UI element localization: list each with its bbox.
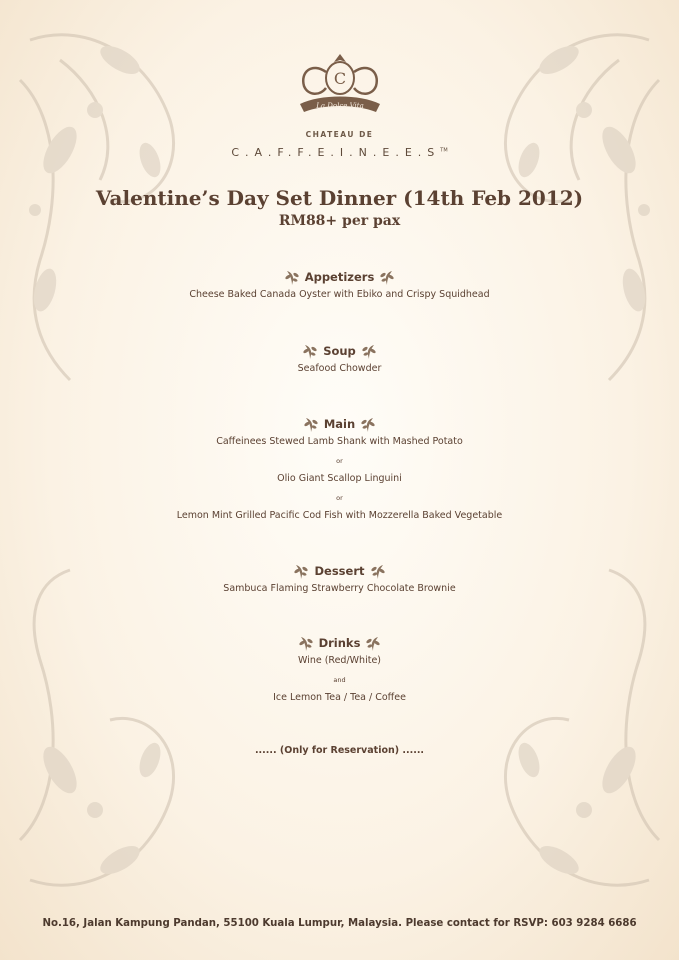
brand-name	[0, 146, 679, 159]
menu-item: Seafood Chowder	[297, 363, 382, 374]
menu-item: Sambuca Flaming Strawberry Chocolate Brownie	[223, 583, 456, 594]
svg-text:C: C	[333, 69, 347, 88]
brand-subtitle: CHATEAU DE	[305, 130, 374, 139]
leaf-sprig-icon	[360, 415, 376, 433]
or-separator: or	[336, 493, 343, 502]
section-main	[0, 415, 679, 526]
menu-item: Caffeinees Stewed Lamb Shank with Mashed Potato	[216, 436, 463, 447]
leaf-sprig-icon	[293, 562, 309, 580]
leaf-sprig-icon	[379, 268, 395, 286]
leaf-sprig-icon	[361, 342, 377, 360]
footer-address: No.16, Jalan Kampung Pandan, 55100 Kuala Lumpur, Malaysia. Please contact for RSVP: 603 9284 6686	[42, 918, 637, 929]
leaf-sprig-icon	[365, 634, 381, 652]
brand-name-text: C.A.F.F.E.I.N.E.E.S	[231, 146, 441, 159]
menu-item: Cheese Baked Canada Oyster with Ebiko and Crispy Squidhead	[189, 289, 490, 300]
floral-ornament-icon	[0, 560, 200, 920]
section-heading: Dessert	[314, 564, 365, 578]
menu-item: Lemon Mint Grilled Pacific Cod Fish with Mozzerella Baked Vegetable	[176, 510, 503, 521]
leaf-sprig-icon	[302, 342, 318, 360]
leaf-sprig-icon	[298, 634, 314, 652]
trademark-mark: TM	[440, 147, 448, 154]
menu-item: Ice Lemon Tea / Tea / Coffee	[273, 692, 406, 703]
section-heading: Main	[323, 417, 356, 431]
section-drinks	[0, 634, 679, 708]
leaf-sprig-icon	[284, 268, 300, 286]
section-heading: Soup	[323, 344, 356, 358]
or-separator: or	[336, 456, 343, 465]
and-separator: and	[333, 675, 346, 684]
svg-text:La Dolce Vita: La Dolce Vita	[316, 102, 364, 110]
section-heading: Appetizers	[304, 270, 375, 284]
price: RM88+ per pax	[278, 213, 401, 229]
section-appetizers	[0, 268, 679, 305]
menu-item: Wine (Red/White)	[298, 655, 381, 666]
section-heading: Drinks	[318, 636, 361, 650]
royal-crest-icon	[290, 52, 390, 122]
leaf-sprig-icon	[370, 562, 386, 580]
floral-ornament-icon	[479, 560, 679, 920]
section-soup	[0, 342, 679, 379]
section-dessert	[0, 562, 679, 599]
page-title: Valentine’s Day Set Dinner (14th Feb 2012)	[95, 186, 584, 210]
leaf-sprig-icon	[303, 415, 319, 433]
menu-item: Olio Giant Scallop Linguini	[277, 473, 402, 484]
reservation-note: ...... (Only for Reservation) ......	[254, 745, 425, 756]
